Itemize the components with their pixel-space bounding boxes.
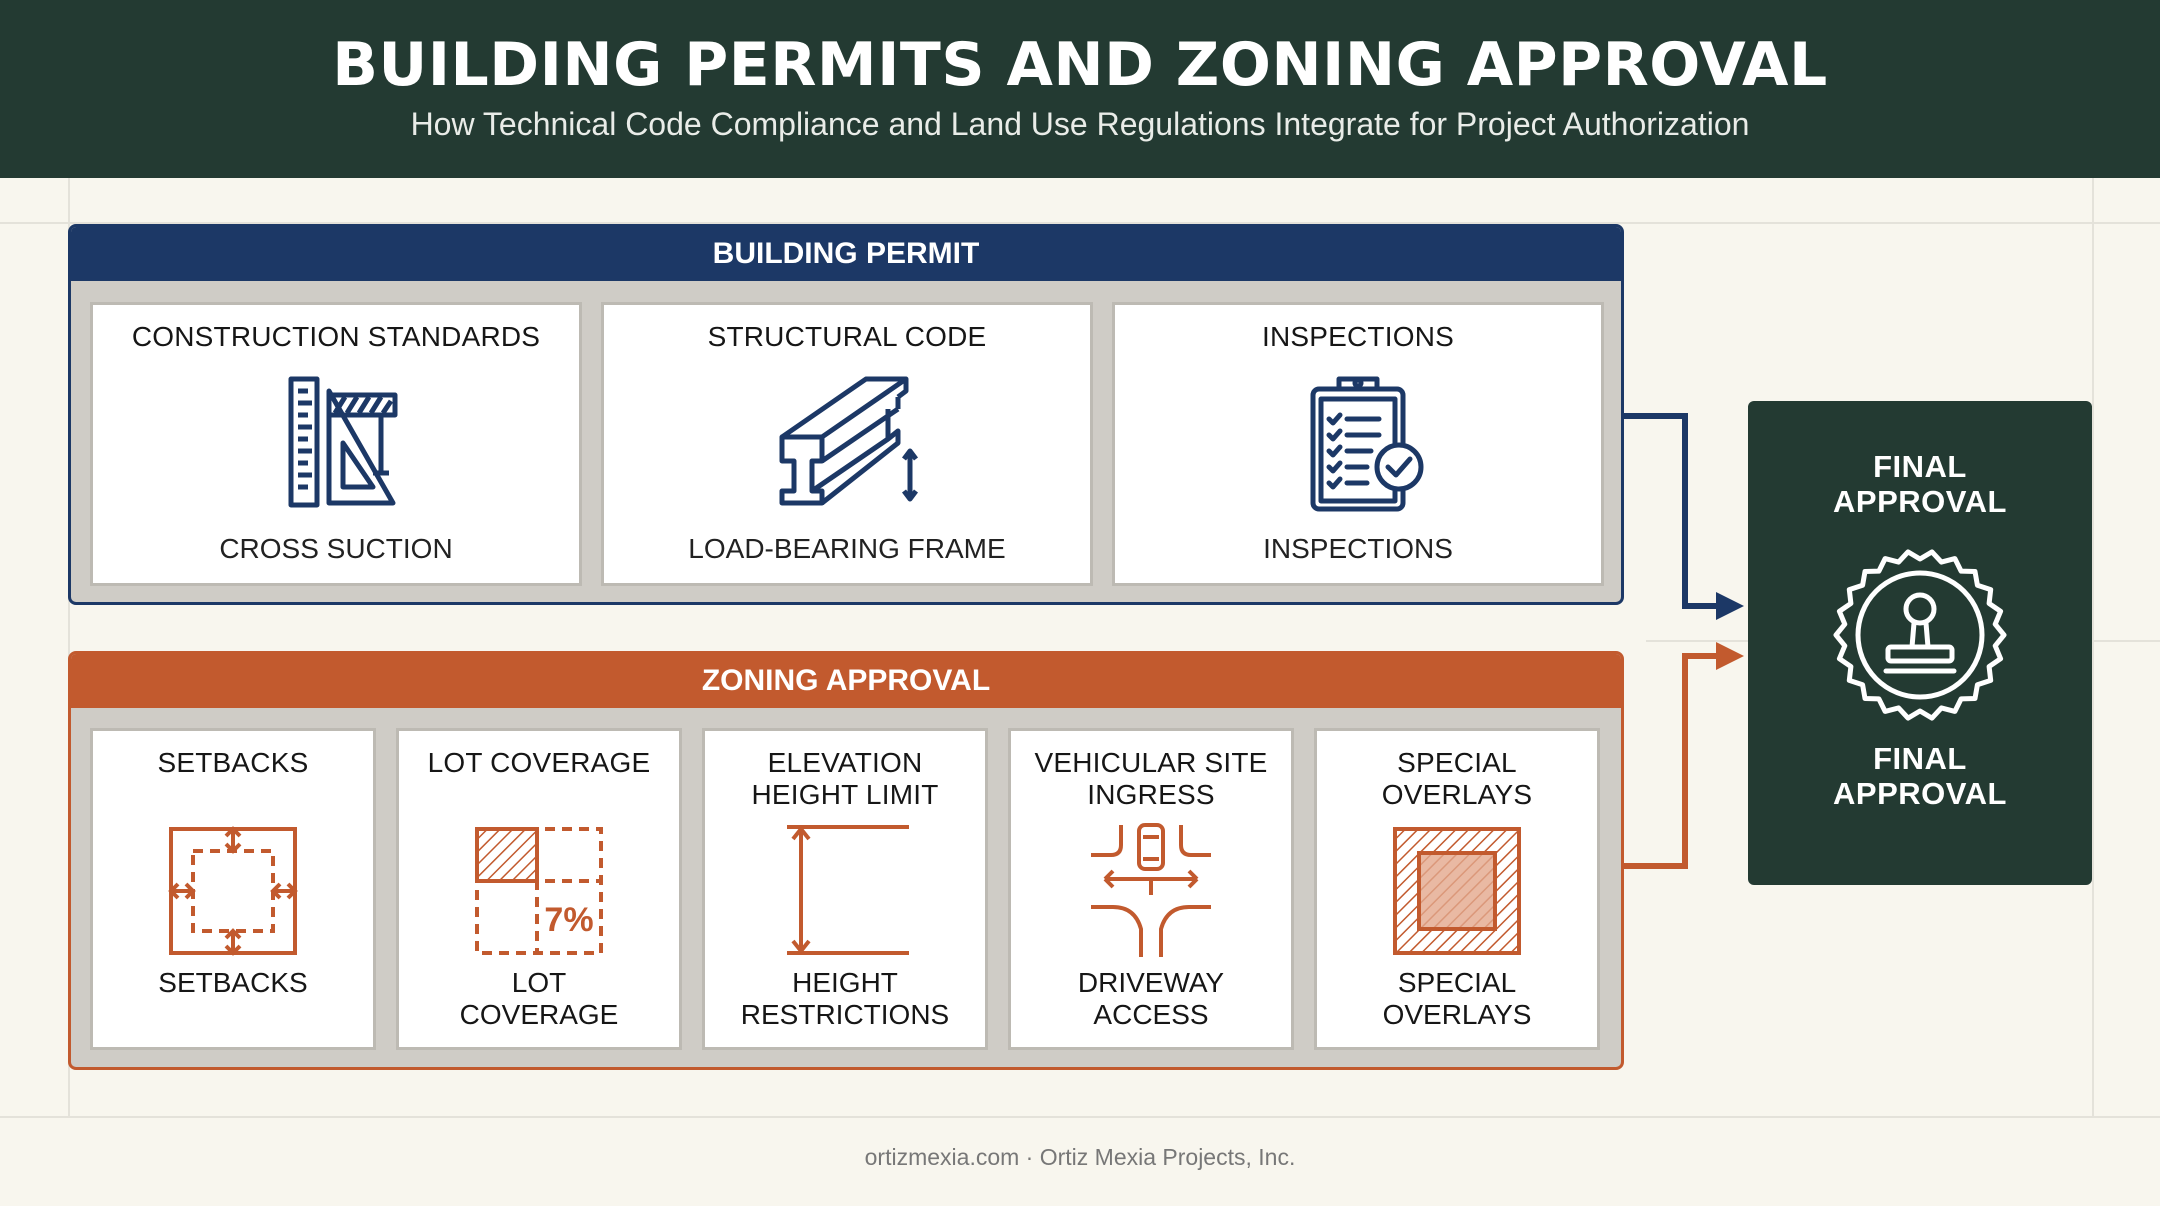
card-title: SETBACKS <box>157 747 309 778</box>
card-title: SPECIAL OVERLAYS <box>1381 747 1533 810</box>
zoning-approval-heading: ZONING APPROVAL <box>71 654 1621 708</box>
final-approval-box <box>1748 401 2092 885</box>
final-approval-label: FINAL APPROVAL <box>1833 741 2007 811</box>
card-label: CROSS SUCTION <box>219 533 453 564</box>
card-title: INSPECTIONS <box>1261 321 1454 352</box>
building-permit-heading: BUILDING PERMIT <box>71 227 1621 281</box>
zoning-arrowhead <box>1716 642 1744 670</box>
approval-stamp-seal-icon <box>1832 547 2008 723</box>
card-title: CONSTRUCTION STANDARDS <box>131 321 541 352</box>
card-label: SPECIAL OVERLAYS <box>1382 967 1532 1030</box>
card-label: LOT COVERAGE <box>459 967 619 1030</box>
lot-coverage-percent: 7% <box>544 901 594 939</box>
page-title: BUILDING PERMITS AND ZONING APPROVAL <box>332 30 1828 100</box>
card-label: SETBACKS <box>158 967 308 998</box>
card-label: DRIVEWAY ACCESS <box>1077 967 1225 1030</box>
card-label: LOAD-BEARING FRAME <box>688 533 1006 564</box>
final-approval-title: FINAL APPROVAL <box>1833 449 2007 519</box>
page-subtitle: How Technical Code Compliance and Land Use Regulations Integrate for Project Authorization <box>410 106 1750 142</box>
permit-arrowhead <box>1716 592 1744 620</box>
card-label: HEIGHT RESTRICTIONS <box>740 967 950 1030</box>
card-label: INSPECTIONS <box>1263 533 1453 564</box>
card-title: ELEVATION HEIGHT LIMIT <box>751 747 939 810</box>
permit-connector-line <box>1624 416 1718 606</box>
zoning-connector-line <box>1624 656 1718 866</box>
footer-credit: ortizmexia.com · Ortiz Mexia Projects, Inc. <box>864 1144 1296 1170</box>
card-title: STRUCTURAL CODE <box>707 321 987 352</box>
card-title: VEHICULAR SITE INGRESS <box>1034 747 1268 810</box>
card-title: LOT COVERAGE <box>427 747 651 778</box>
